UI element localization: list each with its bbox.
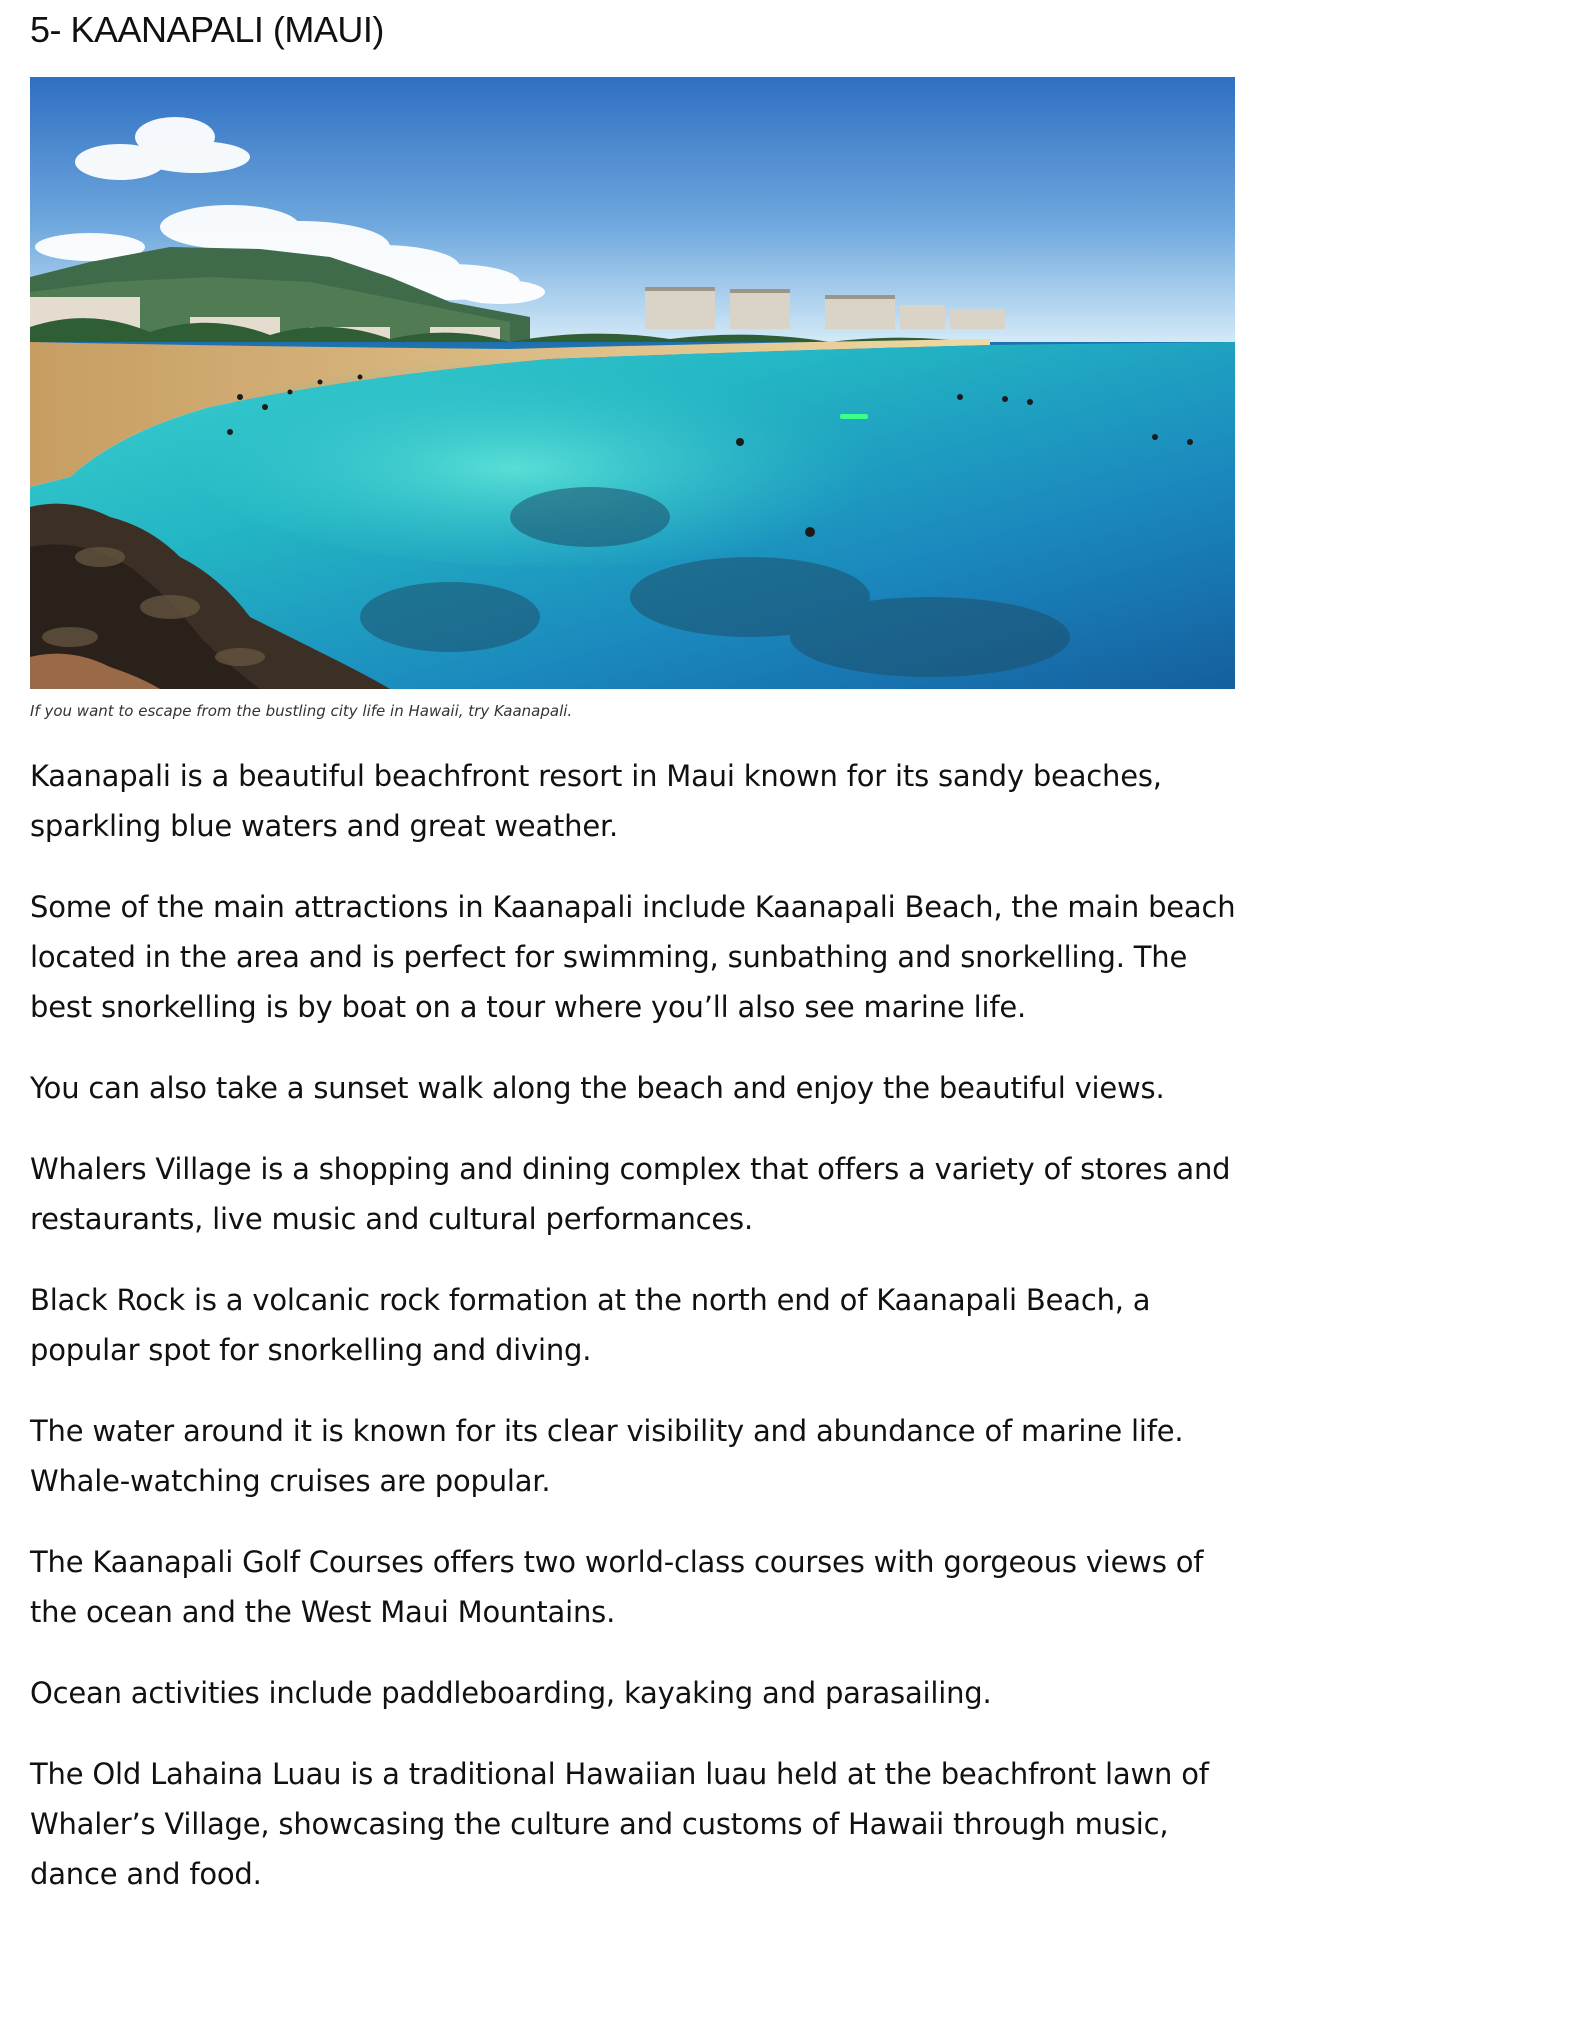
paragraph: Ocean activities include paddleboarding, kayaking and parasailing. bbox=[30, 1676, 992, 1710]
paragraph: You can also take a sunset walk along the beach and enjoy the beautiful views. bbox=[30, 1071, 1165, 1105]
paragraph: Black Rock is a volcanic rock formation at the north end of Kaanapali Beach, a popular spot for snorkelling and diving. bbox=[30, 1283, 1151, 1367]
paragraph: Kaanapali is a beautiful beachfront resort in Maui known for its sandy beaches, sparkling blue waters and great weather. bbox=[30, 759, 1162, 843]
article bbox=[30, 0, 1240, 1899]
article-body bbox=[30, 751, 1240, 1899]
article-title: 5- KAANAPALI (MAUI) bbox=[30, 9, 384, 50]
paragraph: The Old Lahaina Luau is a traditional Hawaiian luau held at the beachfront lawn of Whaler’s Village, showcasing the culture and customs of Hawaii through music, dance and food. bbox=[30, 1757, 1209, 1891]
paragraph: The Kaanapali Golf Courses offers two world-class courses with gorgeous views of the ocean and the West Maui Mountains. bbox=[30, 1545, 1204, 1629]
beach-photo bbox=[30, 77, 1235, 689]
paragraph: Some of the main attractions in Kaanapali include Kaanapali Beach, the main beach located in the area and is perfect for swimming, sunbathing and snorkelling. The best snorkelling is by boat on a tour where you’ll also see marine life. bbox=[30, 890, 1236, 1024]
photo-caption: If you want to escape from the bustling city life in Hawaii, try Kaanapali. bbox=[30, 702, 573, 720]
paragraph: Whalers Village is a shopping and dining complex that offers a variety of stores and restaurants, live music and cultural performances. bbox=[30, 1152, 1231, 1236]
paragraph: The water around it is known for its clear visibility and abundance of marine life. Whale-watching cruises are popular. bbox=[30, 1414, 1184, 1498]
